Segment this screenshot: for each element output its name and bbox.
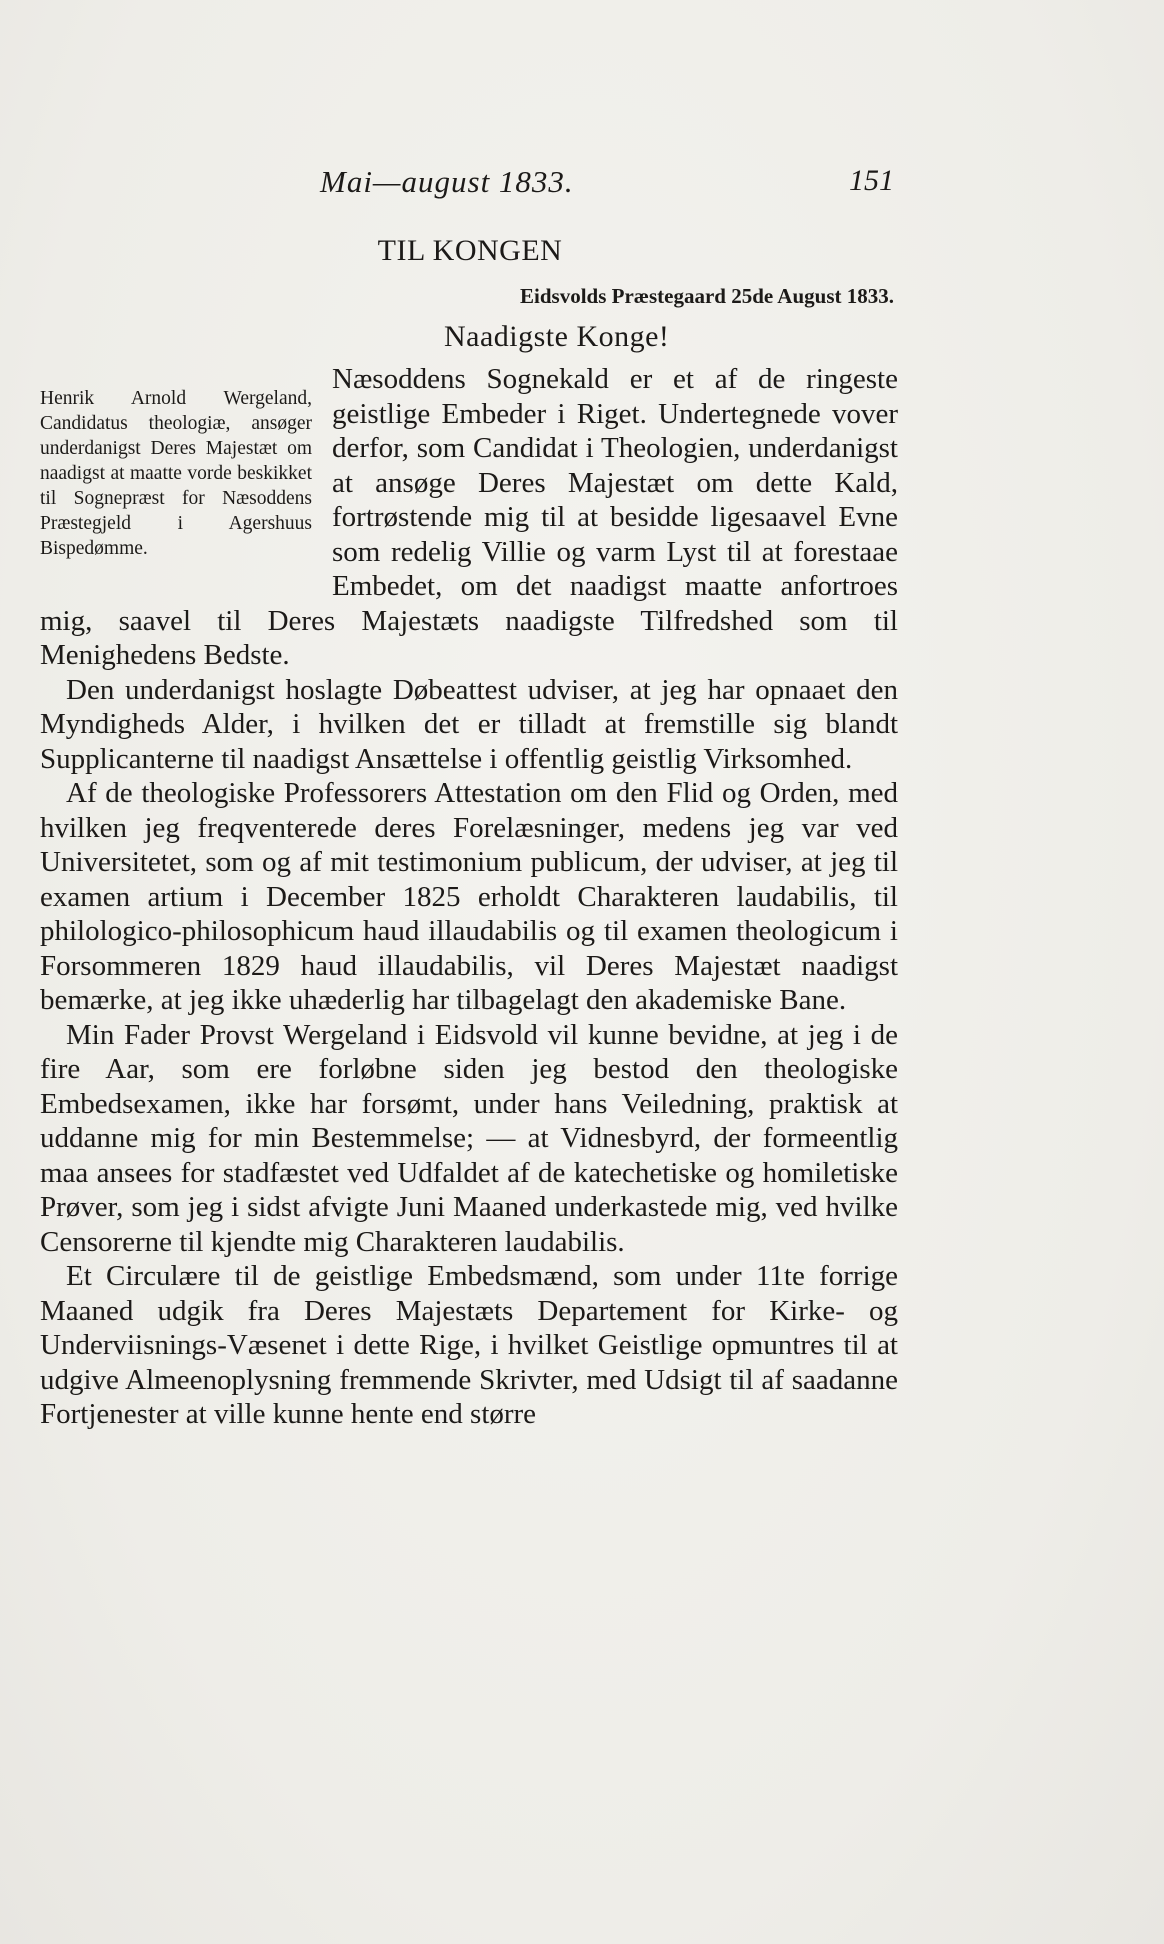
letter-heading: TIL KONGEN <box>377 234 563 267</box>
paragraph-2: Den underdanigst hoslagte Døbeattest udviser, at jeg har opnaaet den Myndigheds Alder, i hvilken det er tilladt at fremstille sig blandt Supplicanterne til naadigst Ansættelse i offentlig geistlig Virksomhed. <box>40 673 898 775</box>
paragraph-5: Et Circulære til de geistlige Embedsmænd, som under 11te forrige Maaned udgik fra Deres Majestæts Departement for Kirke- og Underviisnings-Væsenet i dette Rige, i hvilket Geistlige opmuntres til at udgive Almeenoplysning fremmende Skrivter, med Udsigt til af saadanne Fortjenester at ville kunne hente end større <box>40 1260 898 1430</box>
page-number: 151 <box>849 164 894 197</box>
paragraph-4: Min Fader Provst Wergeland i Eidsvold vil kunne bevidne, at jeg i de fire Aar, som ere forløbne siden jeg bestod den theologiske Embedsexamen, ikke har forsømt, under hans Veiledning, praktisk at uddanne mig for min Bestemmelse; — at Vidnesbyrd, der formeentlig maa ansees for stadfæstet ved Udfaldet af de katechetiske og homiletiske Prøver, som jeg i sidst afvigte Juni Maaned underkastede mig, ved hvilke Censorerne til kjendte mig Charakteren laudabilis. <box>40 1018 898 1258</box>
letter-dateline: Eidsvolds Præstegaard 25de August 1833. <box>520 284 894 308</box>
paragraph-1 <box>40 362 898 673</box>
letter-body <box>40 362 898 1432</box>
paragraph-1-wrapped-lines: Næsoddens Sognekald er et af de ringeste geistlige Embeder i Riget. Undertegnede vover derfor, som Candidat i Theologien, underdanigst at ansøge Deres Majestæt om dette Kald, fortrøstende mig til at besidde ligesaavel Evne som redelig Villie og varm Lyst til at forestaae Embedet, om det naadigst maatte anfortroes <box>332 363 898 602</box>
margin-summary-note: Henrik Arnold Wergeland, Candidatus theologiæ, ansøger underdanigst Deres Majestæt om naadigst at maatte vorde beskikket til Sognepræst for Næsoddens Præstegjeld i Agershuus Bispedømme. <box>40 388 312 559</box>
page-header <box>44 160 894 210</box>
running-head: Mai—august 1833. <box>320 164 574 199</box>
paragraph-3: Af de theologiske Professorers Attestation om den Flid og Orden, med hvilken jeg freqventerede deres Forelæsninger, medens jeg var ved Universitetet, som og af mit testimonium publicum, der udviser, at jeg til examen artium i December 1825 erholdt Charakteren laudabilis, til philologico-philosophicum haud illaudabilis og til examen theologicum i Forsommeren 1829 haud illaudabilis, vil Deres Majestæt naadigst bemærke, at jeg ikke uhæderlig har tilbagelagt den akademiske Bane. <box>40 777 898 1016</box>
paragraph-1-tail: mig, saavel til Deres Majestæts naadigste Tilfredshed som til Menighedens Bedste. <box>40 604 898 671</box>
letter-salutation: Naadigste Konge! <box>444 320 670 353</box>
